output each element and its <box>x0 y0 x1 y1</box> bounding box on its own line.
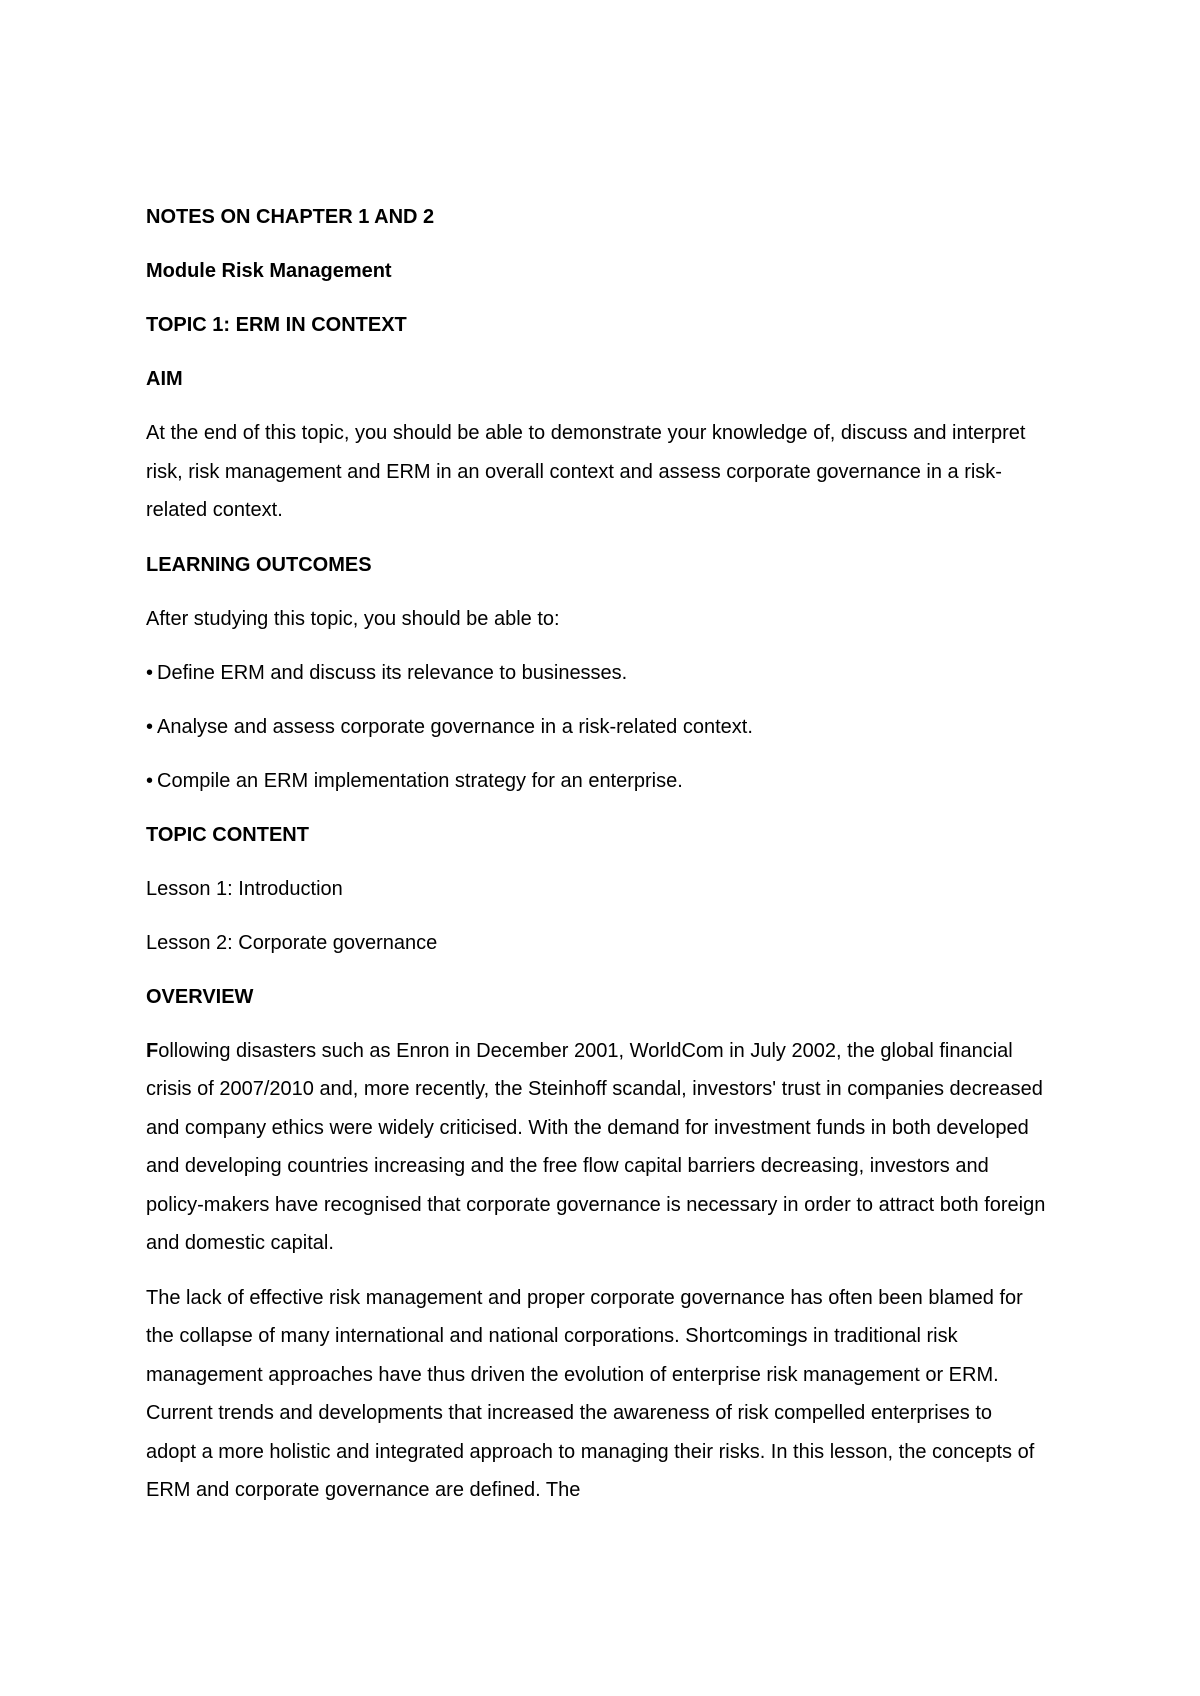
outcome-item <box>146 708 1046 746</box>
outcome-text: Define ERM and discuss its relevance to businesses. <box>157 661 628 684</box>
outcomes-heading: LEARNING OUTCOMES <box>146 553 372 576</box>
aim-heading: AIM <box>146 368 183 390</box>
module-name: Module Risk Management <box>146 260 392 282</box>
drop-cap: F <box>146 1039 159 1062</box>
bullet-icon: • <box>146 769 154 792</box>
overview-paragraph-1 <box>146 1032 1046 1263</box>
overview-paragraph-1-text: ollowing disasters such as Enron in December 2001, WorldCom in July 2002, the global financial crisis of 2007/2010 and, more recently, the Steinhoff scandal, investors' trust in companies decreased and company ethics were widely criticised. With the demand for investment funds in both developed and developing countries increasing and the free flow capital barriers decreasing, investors and policy-makers have recognised that corporate governance is necessary in order to attract both foreign and domestic capital. <box>146 1039 1046 1254</box>
overview-paragraph-2: The lack of effective risk management and proper corporate governance has often been blamed for the collapse of many international and national corporations. Shortcomings in traditional risk management approaches have thus driven the evolution of enterprise risk management or ERM. Current trends and developments that increased the awareness of risk compelled enterprises to adopt a more holistic and integrated approach to managing their risks. In this lesson, the concepts of ERM and corporate governance are defined. The <box>146 1286 1035 1501</box>
outcomes-intro: After studying this topic, you should be able to: <box>146 607 560 630</box>
lesson-item: Lesson 1: Introduction <box>146 877 343 900</box>
outcome-item <box>146 762 1046 800</box>
document-page <box>146 198 1046 1526</box>
overview-heading: OVERVIEW <box>146 985 254 1008</box>
outcome-item <box>146 654 1046 692</box>
aim-text: At the end of this topic, you should be able to demonstrate your knowledge of, discuss and interpret risk, risk management and ERM in an overall context and assess corporate governance in a risk-related context. <box>146 422 1026 521</box>
content-heading: TOPIC CONTENT <box>146 823 309 846</box>
outcome-text: Analyse and assess corporate governance in a risk-related context. <box>157 715 753 738</box>
bullet-icon: • <box>146 715 154 738</box>
bullet-icon: • <box>146 661 154 684</box>
topic-heading: TOPIC 1: ERM IN CONTEXT <box>146 314 407 336</box>
lesson-item: Lesson 2: Corporate governance <box>146 931 438 954</box>
document-title: NOTES ON CHAPTER 1 AND 2 <box>146 206 435 228</box>
outcome-text: Compile an ERM implementation strategy for an enterprise. <box>157 769 683 792</box>
